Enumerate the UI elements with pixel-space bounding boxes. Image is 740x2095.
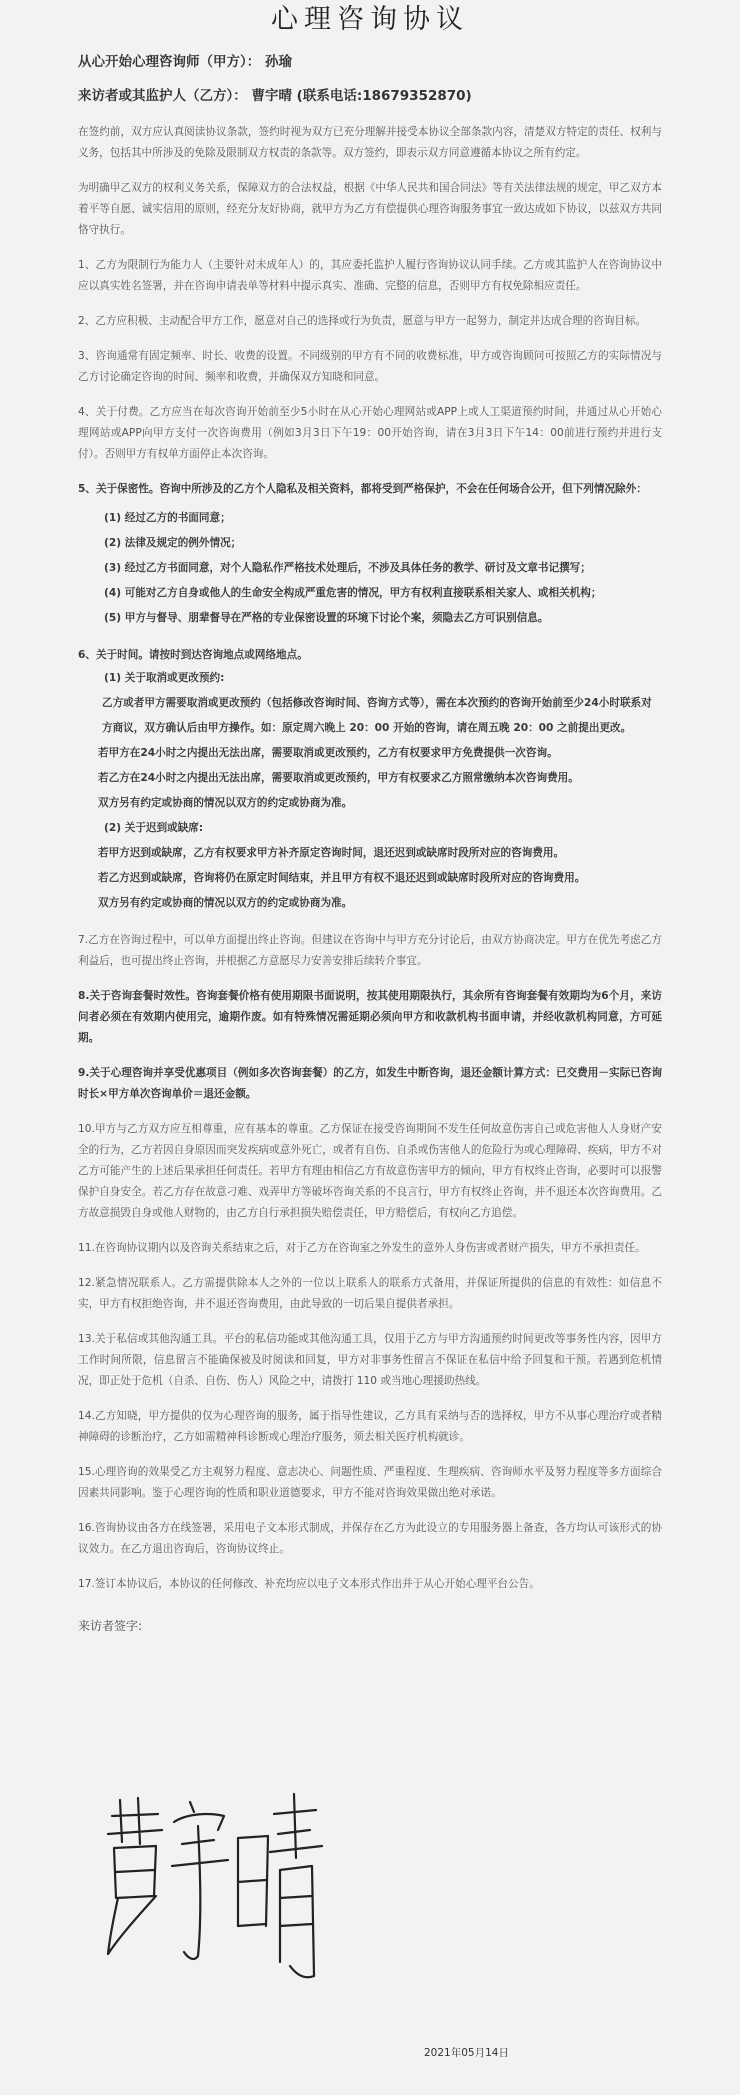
clause-5-list bbox=[78, 506, 662, 631]
clause-6-sub1-line: 若甲方在24小时之内提出无法出席，需要取消或更改预约，乙方有权要求甲方免费提供一次咨询。 bbox=[98, 747, 558, 759]
clause-15: 15.心理咨询的效果受乙方主观努力程度、意志决心、问题性质、严重程度、生理疾病、咨询师水平及努力程度等多方面综合因素共同影响。鉴于心理咨询的性质和职业道德要求，甲方不能对咨询效果做出绝对承诺。 bbox=[78, 1466, 662, 1499]
signature-label: 来访者签字: bbox=[78, 1619, 143, 1633]
signing-date: 2021年05月14日 bbox=[424, 2047, 509, 2059]
clause-9: 9.关于心理咨询并享受优惠项目（例如多次咨询套餐）的乙方，如发生中断咨询，退还金额计算方式：已交费用－实际已咨询时长×甲方单次咨询单价＝退还金额。 bbox=[78, 1067, 662, 1100]
clause-5-title: 5、关于保密性。咨询中所涉及的乙方个人隐私及相关资料，都将受到严格保护，不会在任何场合公开，但下列情况除外： bbox=[78, 483, 647, 495]
clause-10: 10.甲方与乙方双方应互相尊重，应有基本的尊重。乙方保证在接受咨询期间不发生任何故意伤害自己或危害他人人身财产安全的行为，乙方若因自身原因而突发疾病或意外死亡，或者有自伤、自杀或伤害他人的危险行为或心理障碍、疾病，甲方不对乙方可能产生的上述后果承担任何责任。若甲方有理由相信乙方有故意伤害甲方的倾向，甲方有权终止咨询，必要时可以报警保护自身安全。若乙方存在故意刁难、戏弄甲方等破坏咨询关系的不良言行，甲方有权终止咨询，并不退还本次咨询费用。乙方故意损毁自身或他人财物的，由乙方自行承担损失赔偿责任，甲方赔偿后，有权向乙方追偿。 bbox=[78, 1123, 662, 1219]
clause-6-sub2-line: 若乙方迟到或缺席，咨询将仍在原定时间结束，并且甲方有权不退还迟到或缺席时段所对应的咨询费用。 bbox=[98, 872, 586, 884]
clause-16: 16.咨询协议由各方在线签署，采用电子文本形式制成，并保存在乙方为此设立的专用服务器上备查，各方均认可该形式的协议效力。在乙方退出咨询后，咨询协议终止。 bbox=[78, 1522, 662, 1555]
clause-1: 1、乙方为限制行为能力人（主要针对未成年人）的，其应委托监护人履行咨询协议认同手续。乙方或其监护人在咨询协议中应以真实姓名签署，并在咨询申请表单等材料中提示真实、准确、完整的信息，否则甲方有权免除相应责任。 bbox=[78, 259, 662, 292]
clause-13: 13.关于私信或其他沟通工具。平台的私信功能或其他沟通工具，仅用于乙方与甲方沟通预约时间更改等事务性内容，因甲方工作时间所限，信息留言不能确保被及时阅读和回复，甲方对非事务性留言不保证在私信中给予回复和干预。若遇到危机情况，即正处于危机（自杀、自伤、伤人）风险之中，请拨打 110 或当地心理援助热线。 bbox=[78, 1333, 662, 1387]
clause-5-item: (5) 甲方与督导、朋辈督导在严格的专业保密设置的环境下讨论个案，须隐去乙方可识别信息。 bbox=[104, 612, 549, 624]
clause-2: 2、乙方应积极、主动配合甲方工作，愿意对自己的选择或行为负责，愿意与甲方一起努力，制定并达成合理的咨询目标。 bbox=[78, 315, 647, 327]
clause-6-sub1-line: 若乙方在24小时之内提出无法出席，需要取消或更改预约，甲方有权要求乙方照常缴纳本次咨询费用。 bbox=[98, 772, 579, 784]
intro-paragraph-1: 在签约前，双方应认真阅读协议条款，签约时视为双方已充分理解并接受本协议全部条款内容，清楚双方特定的责任、权利与义务，包括其中所涉及的免除及限制双方权责的条款等。双方签约，即表示双方同意遵循本协议之所有约定。 bbox=[78, 126, 662, 159]
clause-14: 14.乙方知晓，甲方提供的仅为心理咨询的服务，属于指导性建议，乙方具有采纳与否的选择权，甲方不从事心理治疗或者精神障碍的诊断治疗，乙方如需精神科诊断或心理治疗服务，须去相关医疗机构就诊。 bbox=[78, 1410, 662, 1443]
clause-5-item: (4) 可能对乙方自身或他人的生命安全构成严重危害的情况，甲方有权利直接联系相关家人、或相关机构； bbox=[104, 587, 602, 599]
clause-3: 3、咨询通常有固定频率、时长、收费的设置。不同级别的甲方有不同的收费标准，甲方或咨询顾问可按照乙方的实际情况与乙方讨论确定咨询的时间、频率和收费，并确保双方知晓和同意。 bbox=[78, 350, 662, 383]
party-a: 从心开始心理咨询师（甲方）： 孙瑜 bbox=[78, 54, 292, 70]
clause-6-sub1-line: 乙方或者甲方需要取消或更改预约（包括修改咨询时间、咨询方式等），需在本次预约的咨询开始前至少24小时联系对方商议，双方确认后由甲方操作。如：原定周六晚上 20：00 开始的咨询，请在周五晚 20：00 之前提出更改。 bbox=[102, 697, 652, 734]
handwritten-signature bbox=[98, 1786, 338, 1986]
clause-17: 17.签订本协议后，本协议的任何修改、补充均应以电子文本形式作出并于从心开始心理平台公告。 bbox=[78, 1578, 540, 1590]
clause-5-item: (1) 经过乙方的书面同意； bbox=[104, 512, 231, 524]
agreement-body bbox=[0, 50, 740, 1634]
clause-6-sub2-title: (2) 关于迟到或缺席: bbox=[104, 822, 204, 834]
page-title: 心理咨询协议 bbox=[271, 4, 469, 35]
intro-paragraph-2: 为明确甲乙双方的权利义务关系，保障双方的合法权益，根据《中华人民共和国合同法》等有关法律法规的规定，甲乙双方本着平等自愿、诚实信用的原则，经充分友好协商，就甲方为乙方有偿提供心理咨询服务事宜一致达成如下协议，以兹双方共同恪守执行。 bbox=[78, 182, 662, 236]
clause-6-sub1-title: (1) 关于取消或更改预约: bbox=[104, 672, 225, 684]
clause-6-title: 6、关于时间。请按时到达咨询地点或网络地点。 bbox=[78, 649, 308, 661]
clause-7: 7.乙方在咨询过程中，可以单方面提出终止咨询。但建议在咨询中与甲方充分讨论后，由双方协商决定。甲方在优先考虑乙方利益后，也可提出终止咨询，并根据乙方意愿尽力安善安排后续转介事宜。 bbox=[78, 934, 662, 967]
party-b: 来访者或其监护人（乙方）： 曹宇晴 (联系电话:18679352870) bbox=[78, 88, 472, 104]
clause-5-item: (3) 经过乙方书面同意，对个人隐私作严格技术处理后，不涉及具体任务的教学、研讨及文章书记撰写； bbox=[104, 562, 591, 574]
clause-4: 4、关于付费。乙方应当在每次咨询开始前至少5小时在从心开始心理网站或APP上或人工渠道预约时间，并通过从心开始心理网站或APP向甲方支付一次咨询费用（例如3月3日下午19：00开始咨询，请在3月3日下午14：00前进行预约并进行支付）。否则甲方有权单方面停止本次咨询。 bbox=[78, 406, 662, 460]
clause-8: 8.关于咨询套餐时效性。咨询套餐价格有使用期限书面说明，按其使用期限执行，其余所有咨询套餐有效期均为6个月，来访问者必须在有效期内使用完，逾期作废。如有特殊情况需延期必须向甲方和收款机构书面申请，并经收款机构同意，方可延期。 bbox=[78, 990, 662, 1044]
clause-11: 11.在咨询协议期内以及咨询关系结束之后，对于乙方在咨询室之外发生的意外人身伤害或者财产损失，甲方不承担责任。 bbox=[78, 1242, 646, 1254]
clause-5-item: (2) 法律及规定的例外情况； bbox=[104, 537, 242, 549]
clause-6-sub1-line: 双方另有约定或协商的情况以双方的约定或协商为准。 bbox=[98, 797, 353, 809]
clause-6-sub2-line: 双方另有约定或协商的情况以双方的约定或协商为准。 bbox=[98, 897, 353, 909]
clause-12: 12.紧急情况联系人。乙方需提供除本人之外的一位以上联系人的联系方式备用，并保证所提供的信息的有效性：如信息不实，甲方有权拒绝咨询，并不退还咨询费用，由此导致的一切后果自提供者承担。 bbox=[78, 1277, 662, 1310]
clause-6-sub2-line: 若甲方迟到或缺席，乙方有权要求甲方补齐原定咨询时间，退还迟到或缺席时段所对应的咨询费用。 bbox=[98, 847, 565, 859]
